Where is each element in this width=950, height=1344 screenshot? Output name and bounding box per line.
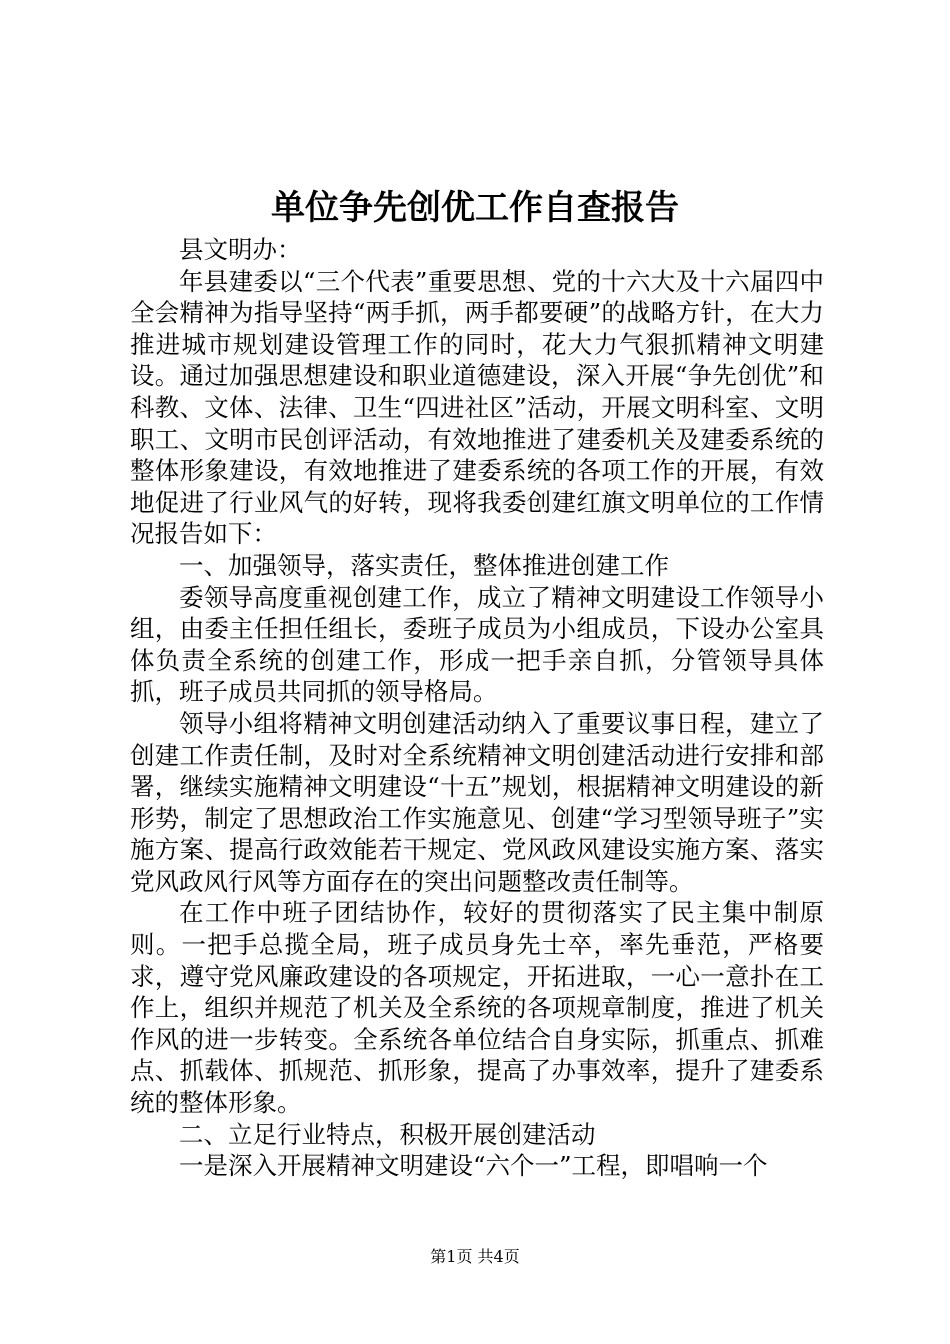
section-heading-1: 一、加强领导，落实责任，整体推进创建工作 xyxy=(179,550,669,580)
paragraph: 领导小组将精神文明创建活动纳入了重要议事日程，建立了创建工作责任制，及时对全系统精神文明创建活动进行安排和部署，继续实施精神文明建设“十五”规划，根据精神文明建设的新形势，制定了思想政治工作实施意见、创建“学习型领导班子”实施方案、提高行政效能若干规定、党风政风建设实施方案、落实党风政风行风等方面存在的突出问题整改责任制等。 xyxy=(130,708,824,896)
paragraph: 一是深入开展精神文明建设“六个一”工程，即唱响一个 xyxy=(179,1151,768,1181)
paragraph: 委领导高度重视创建工作，成立了精神文明建设工作领导小组，由委主任担任组长，委班子成员为小组成员，下设办公室具体负责全系统的创建工作，形成一把手亲自抓，分管领导具体抓，班子成员共同抓的领导格局。 xyxy=(130,582,824,707)
section-heading-2: 二、立足行业特点，积极开展创建活动 xyxy=(179,1119,596,1149)
salutation: 县文明办： xyxy=(179,235,302,264)
paragraph: 在工作中班子团结协作，较好的贯彻落实了民主集中制原则。一把手总揽全局，班子成员身先士卒，率先垂范，严格要求，遵守党风廉政建设的各项规定，开拓进取，一心一意扑在工作上，组织并规范了机关及全系统的各项规章制度，推进了机关作风的进一步转变。全系统各单位结合自身实际，抓重点、抓难点、抓载体、抓规范、抓形象，提高了办事效率，提升了建委系统的整体形象。 xyxy=(130,898,824,1118)
document-title: 单位争先创优工作自查报告 xyxy=(271,188,679,228)
document-body xyxy=(130,234,824,1182)
paragraph-intro: 年县建委以“三个代表”重要思想、党的十六大及十六届四中全会精神为指导坚持“两手抓，两手都要硬”的战略方针，在大力推进城市规划建设管理工作的同时，花大力气狠抓精神文明建设。通过加强思想建设和职业道德建设，深入开展“争先创优”和科教、文体、法律、卫生“四进社区”活动，开展文明科室、文明职工、文明市民创评活动，有效地推进了建委机关及建委系统的整体形象建设，有效地推进了建委系统的各项工作的开展，有效地促进了行业风气的好转，现将我委创建红旗文明单位的工作情况报告如下： xyxy=(130,266,824,549)
page-number-footer: 第1页 共4页 xyxy=(430,1247,520,1266)
